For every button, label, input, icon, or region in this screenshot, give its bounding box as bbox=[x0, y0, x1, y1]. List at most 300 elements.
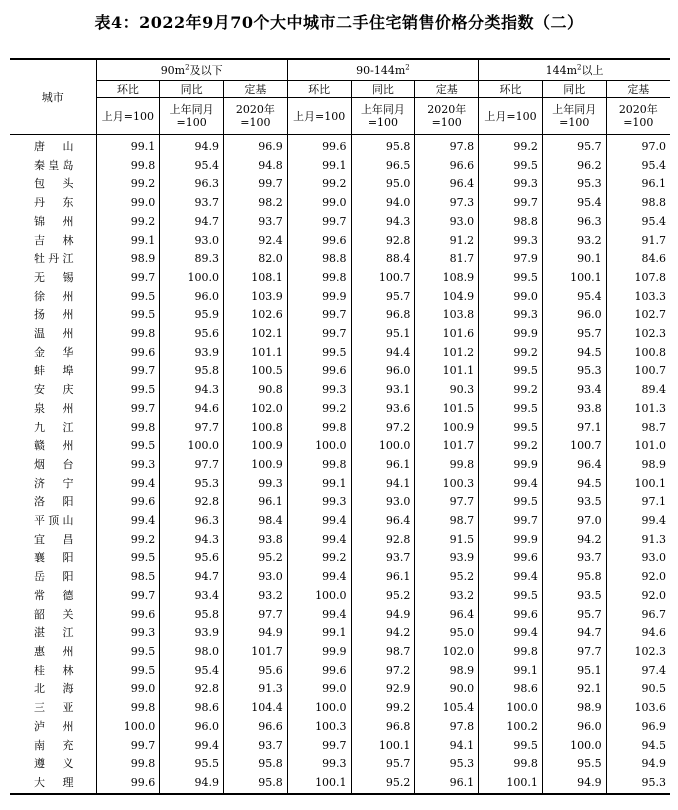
index-value: 99.0 bbox=[96, 194, 160, 213]
index-value: 99.0 bbox=[287, 194, 351, 213]
table-row bbox=[10, 325, 670, 344]
index-value: 91.3 bbox=[606, 531, 670, 550]
index-value: 108.9 bbox=[415, 269, 479, 288]
index-value: 99.5 bbox=[96, 662, 160, 681]
index-value: 100.0 bbox=[287, 587, 351, 606]
index-value: 101.3 bbox=[606, 400, 670, 419]
index-value: 99.4 bbox=[160, 737, 224, 756]
index-value: 97.3 bbox=[415, 194, 479, 213]
index-value: 96.0 bbox=[160, 718, 224, 737]
index-value: 94.1 bbox=[415, 737, 479, 756]
index-value: 101.2 bbox=[415, 344, 479, 363]
index-value: 99.7 bbox=[96, 737, 160, 756]
index-value: 100.3 bbox=[415, 475, 479, 494]
index-value: 96.0 bbox=[351, 362, 415, 381]
index-value: 94.4 bbox=[351, 344, 415, 363]
table-row bbox=[10, 213, 670, 232]
index-value: 99.4 bbox=[96, 475, 160, 494]
index-value: 99.2 bbox=[479, 135, 543, 157]
index-value: 95.3 bbox=[415, 755, 479, 774]
table-row bbox=[10, 624, 670, 643]
table-row bbox=[10, 549, 670, 568]
index-value: 95.8 bbox=[351, 135, 415, 157]
index-value: 98.6 bbox=[479, 680, 543, 699]
table-row bbox=[10, 475, 670, 494]
index-value: 99.5 bbox=[479, 493, 543, 512]
index-value: 99.7 bbox=[479, 194, 543, 213]
index-value: 94.0 bbox=[351, 194, 415, 213]
index-value: 98.8 bbox=[606, 194, 670, 213]
index-value: 99.5 bbox=[287, 344, 351, 363]
index-value: 101.1 bbox=[224, 344, 288, 363]
table-row bbox=[10, 512, 670, 531]
index-value: 93.0 bbox=[415, 213, 479, 232]
index-value: 91.5 bbox=[415, 531, 479, 550]
city-column-header: 城市 bbox=[10, 59, 96, 135]
index-value: 97.0 bbox=[542, 512, 606, 531]
index-value: 97.8 bbox=[415, 135, 479, 157]
index-value: 100.3 bbox=[287, 718, 351, 737]
index-value: 97.9 bbox=[479, 250, 543, 269]
index-value: 89.4 bbox=[606, 381, 670, 400]
index-value: 98.2 bbox=[224, 194, 288, 213]
index-value: 100.0 bbox=[479, 699, 543, 718]
index-value: 95.7 bbox=[542, 606, 606, 625]
index-value: 95.8 bbox=[160, 362, 224, 381]
index-value: 99.3 bbox=[479, 306, 543, 325]
index-value: 94.9 bbox=[160, 774, 224, 794]
index-value: 94.9 bbox=[224, 624, 288, 643]
index-value: 99.6 bbox=[96, 493, 160, 512]
city-name: 岳阳 bbox=[34, 570, 74, 584]
table-row bbox=[10, 662, 670, 681]
base-cell: 上月=100 bbox=[479, 98, 543, 135]
index-value: 96.0 bbox=[542, 718, 606, 737]
index-value: 96.1 bbox=[606, 175, 670, 194]
index-value: 95.4 bbox=[542, 194, 606, 213]
index-value: 99.8 bbox=[96, 755, 160, 774]
index-value: 90.0 bbox=[415, 680, 479, 699]
index-value: 96.9 bbox=[224, 135, 288, 157]
index-value: 97.8 bbox=[415, 718, 479, 737]
index-value: 99.6 bbox=[287, 232, 351, 251]
index-value: 97.7 bbox=[160, 456, 224, 475]
index-value: 99.0 bbox=[96, 680, 160, 699]
index-value: 91.2 bbox=[415, 232, 479, 251]
index-value: 100.0 bbox=[287, 437, 351, 456]
index-value: 95.2 bbox=[224, 549, 288, 568]
index-value: 100.9 bbox=[224, 456, 288, 475]
index-value: 99.8 bbox=[479, 755, 543, 774]
table-row bbox=[10, 437, 670, 456]
index-value: 99.2 bbox=[287, 175, 351, 194]
index-value: 95.3 bbox=[542, 175, 606, 194]
index-value: 95.2 bbox=[351, 774, 415, 794]
index-value: 100.7 bbox=[606, 362, 670, 381]
index-value: 93.7 bbox=[224, 213, 288, 232]
index-value: 99.6 bbox=[287, 135, 351, 157]
index-value: 99.7 bbox=[287, 213, 351, 232]
index-value: 99.5 bbox=[479, 269, 543, 288]
index-value: 100.7 bbox=[542, 437, 606, 456]
index-value: 100.0 bbox=[160, 437, 224, 456]
index-value: 99.3 bbox=[479, 232, 543, 251]
index-value: 94.5 bbox=[606, 737, 670, 756]
index-value: 99.5 bbox=[479, 157, 543, 176]
index-value: 99.1 bbox=[96, 135, 160, 157]
index-value: 103.3 bbox=[606, 288, 670, 307]
index-value: 96.8 bbox=[351, 718, 415, 737]
index-value: 98.6 bbox=[160, 699, 224, 718]
index-value: 100.2 bbox=[479, 718, 543, 737]
index-value: 94.3 bbox=[351, 213, 415, 232]
index-value: 99.4 bbox=[287, 531, 351, 550]
index-value: 96.1 bbox=[224, 493, 288, 512]
index-value: 95.8 bbox=[224, 755, 288, 774]
city-name: 韶关 bbox=[34, 607, 74, 621]
index-value: 100.8 bbox=[224, 419, 288, 438]
city-name: 温州 bbox=[34, 327, 74, 341]
index-value: 93.2 bbox=[224, 587, 288, 606]
index-value: 99.5 bbox=[479, 362, 543, 381]
index-value: 91.3 bbox=[224, 680, 288, 699]
index-value: 96.4 bbox=[415, 606, 479, 625]
index-value: 104.4 bbox=[224, 699, 288, 718]
index-value: 97.7 bbox=[415, 493, 479, 512]
table-row bbox=[10, 531, 670, 550]
index-value: 97.1 bbox=[542, 419, 606, 438]
index-value: 95.2 bbox=[351, 587, 415, 606]
index-value: 93.7 bbox=[224, 737, 288, 756]
index-value: 99.5 bbox=[96, 381, 160, 400]
index-value: 101.6 bbox=[415, 325, 479, 344]
index-value: 91.7 bbox=[606, 232, 670, 251]
index-value: 92.8 bbox=[160, 493, 224, 512]
index-value: 99.4 bbox=[287, 606, 351, 625]
index-value: 98.7 bbox=[415, 512, 479, 531]
index-value: 96.3 bbox=[160, 512, 224, 531]
index-value: 94.6 bbox=[160, 400, 224, 419]
index-value: 92.4 bbox=[224, 232, 288, 251]
index-value: 99.2 bbox=[96, 175, 160, 194]
index-value: 99.8 bbox=[96, 419, 160, 438]
index-value: 102.3 bbox=[606, 325, 670, 344]
index-value: 103.6 bbox=[606, 699, 670, 718]
city-name: 湛江 bbox=[34, 626, 74, 640]
index-value: 93.2 bbox=[542, 232, 606, 251]
table-row bbox=[10, 157, 670, 176]
index-value: 99.3 bbox=[224, 475, 288, 494]
index-value: 95.0 bbox=[351, 175, 415, 194]
index-value: 100.1 bbox=[351, 737, 415, 756]
index-value: 99.6 bbox=[479, 549, 543, 568]
subheader-cell: 环比 bbox=[287, 81, 351, 98]
city-name: 平顶山 bbox=[34, 514, 74, 528]
index-value: 107.8 bbox=[606, 269, 670, 288]
index-value: 98.9 bbox=[96, 250, 160, 269]
city-name: 三亚 bbox=[34, 701, 74, 715]
index-value: 81.7 bbox=[415, 250, 479, 269]
index-value: 101.5 bbox=[415, 400, 479, 419]
index-value: 88.4 bbox=[351, 250, 415, 269]
subheader-cell: 同比 bbox=[351, 81, 415, 98]
index-value: 98.0 bbox=[160, 643, 224, 662]
city-name: 惠州 bbox=[34, 644, 74, 658]
index-value: 99.1 bbox=[479, 662, 543, 681]
table-row bbox=[10, 362, 670, 381]
index-value: 95.1 bbox=[351, 325, 415, 344]
table-row bbox=[10, 606, 670, 625]
index-value: 99.8 bbox=[96, 157, 160, 176]
city-name: 洛阳 bbox=[34, 495, 74, 509]
index-value: 92.8 bbox=[351, 531, 415, 550]
index-value: 95.8 bbox=[160, 606, 224, 625]
index-value: 99.8 bbox=[287, 269, 351, 288]
subheader-cell: 定基 bbox=[606, 81, 670, 98]
city-name: 吉林 bbox=[34, 233, 74, 247]
city-name: 徐州 bbox=[34, 289, 74, 303]
index-value: 102.3 bbox=[606, 643, 670, 662]
index-value: 97.2 bbox=[351, 419, 415, 438]
index-value: 95.1 bbox=[542, 662, 606, 681]
index-value: 93.9 bbox=[415, 549, 479, 568]
index-value: 92.1 bbox=[542, 680, 606, 699]
subheader-cell: 同比 bbox=[542, 81, 606, 98]
city-name: 泉州 bbox=[34, 401, 74, 415]
index-value: 95.3 bbox=[160, 475, 224, 494]
index-value: 90.5 bbox=[606, 680, 670, 699]
index-value: 95.4 bbox=[606, 157, 670, 176]
index-value: 90.1 bbox=[542, 250, 606, 269]
index-value: 104.9 bbox=[415, 288, 479, 307]
index-value: 99.8 bbox=[287, 456, 351, 475]
city-name: 唐山 bbox=[34, 140, 74, 153]
index-value: 99.7 bbox=[287, 306, 351, 325]
city-name: 包头 bbox=[34, 177, 74, 191]
city-name: 金华 bbox=[34, 345, 74, 359]
index-value: 99.2 bbox=[96, 213, 160, 232]
table-row bbox=[10, 194, 670, 213]
index-value: 99.6 bbox=[479, 606, 543, 625]
index-value: 94.8 bbox=[224, 157, 288, 176]
index-value: 93.0 bbox=[160, 232, 224, 251]
index-value: 101.1 bbox=[415, 362, 479, 381]
index-value: 100.0 bbox=[287, 699, 351, 718]
index-value: 102.1 bbox=[224, 325, 288, 344]
index-value: 94.1 bbox=[351, 475, 415, 494]
index-value: 95.4 bbox=[542, 288, 606, 307]
subheader-cell: 环比 bbox=[479, 81, 543, 98]
table-body bbox=[10, 135, 670, 794]
index-value: 102.7 bbox=[606, 306, 670, 325]
index-value: 95.8 bbox=[224, 774, 288, 794]
index-value: 99.7 bbox=[224, 175, 288, 194]
index-value: 92.0 bbox=[606, 587, 670, 606]
city-name: 北海 bbox=[34, 682, 74, 696]
index-value: 95.4 bbox=[606, 213, 670, 232]
index-value: 99.7 bbox=[287, 737, 351, 756]
index-value: 96.8 bbox=[351, 306, 415, 325]
table-row bbox=[10, 774, 670, 794]
index-value: 93.1 bbox=[351, 381, 415, 400]
index-value: 96.4 bbox=[351, 512, 415, 531]
index-value: 90.3 bbox=[415, 381, 479, 400]
index-value: 94.9 bbox=[351, 606, 415, 625]
index-value: 96.2 bbox=[542, 157, 606, 176]
base-row bbox=[10, 98, 670, 135]
index-value: 99.5 bbox=[479, 419, 543, 438]
index-value: 101.7 bbox=[415, 437, 479, 456]
group-header-large: $144m^2$以上 bbox=[479, 59, 670, 81]
index-value: 96.5 bbox=[351, 157, 415, 176]
table-row bbox=[10, 587, 670, 606]
index-value: 90.8 bbox=[224, 381, 288, 400]
subheader-row bbox=[10, 81, 670, 98]
table-header bbox=[10, 59, 670, 135]
index-value: 93.8 bbox=[542, 400, 606, 419]
index-value: 99.4 bbox=[287, 568, 351, 587]
index-value: 98.9 bbox=[606, 456, 670, 475]
index-value: 99.4 bbox=[479, 475, 543, 494]
city-name: 遵义 bbox=[34, 757, 74, 771]
index-value: 94.9 bbox=[542, 774, 606, 794]
index-value: 92.8 bbox=[351, 232, 415, 251]
city-name: 蚌埠 bbox=[34, 364, 74, 378]
index-value: 97.7 bbox=[224, 606, 288, 625]
city-name: 锦州 bbox=[34, 214, 74, 228]
index-value: 95.3 bbox=[606, 774, 670, 794]
index-value: 99.5 bbox=[96, 549, 160, 568]
index-value: 100.0 bbox=[351, 437, 415, 456]
index-value: 93.8 bbox=[224, 531, 288, 550]
group-header-medium: $90-144m^2$ bbox=[287, 59, 478, 81]
index-value: 95.5 bbox=[542, 755, 606, 774]
index-value: 100.5 bbox=[224, 362, 288, 381]
city-name: 安庆 bbox=[34, 383, 74, 397]
index-value: 99.0 bbox=[287, 680, 351, 699]
index-value: 99.6 bbox=[96, 344, 160, 363]
index-value: 102.0 bbox=[224, 400, 288, 419]
index-value: 99.3 bbox=[96, 624, 160, 643]
index-value: 96.0 bbox=[160, 288, 224, 307]
base-cell: 上年同月=100 bbox=[351, 98, 415, 135]
table-row bbox=[10, 306, 670, 325]
index-value: 93.9 bbox=[160, 344, 224, 363]
index-value: 100.1 bbox=[287, 774, 351, 794]
table-row bbox=[10, 135, 670, 157]
index-value: 96.3 bbox=[160, 175, 224, 194]
index-value: 99.3 bbox=[479, 175, 543, 194]
table-row bbox=[10, 755, 670, 774]
index-value: 93.0 bbox=[224, 568, 288, 587]
city-name: 牡丹江 bbox=[34, 252, 74, 266]
table-title: 表4：2022年9月70个大中城市二手住宅销售价格分类指数（二） bbox=[94, 13, 584, 32]
index-value: 99.4 bbox=[479, 568, 543, 587]
index-value: 99.4 bbox=[287, 512, 351, 531]
index-value: 103.8 bbox=[415, 306, 479, 325]
city-name: 泸州 bbox=[34, 719, 74, 733]
index-value: 93.0 bbox=[351, 493, 415, 512]
index-value: 95.6 bbox=[224, 662, 288, 681]
index-value: 99.2 bbox=[479, 381, 543, 400]
index-value: 99.9 bbox=[479, 456, 543, 475]
index-value: 99.5 bbox=[96, 306, 160, 325]
index-value: 100.0 bbox=[160, 269, 224, 288]
index-value: 96.6 bbox=[224, 718, 288, 737]
table-row bbox=[10, 699, 670, 718]
index-value: 93.7 bbox=[160, 194, 224, 213]
index-value: 95.6 bbox=[160, 325, 224, 344]
index-value: 94.7 bbox=[542, 624, 606, 643]
city-name: 桂林 bbox=[34, 663, 74, 677]
base-cell: 上月=100 bbox=[287, 98, 351, 135]
index-value: 99.7 bbox=[479, 512, 543, 531]
index-value: 103.9 bbox=[224, 288, 288, 307]
city-name: 秦皇岛 bbox=[34, 158, 74, 172]
index-value: 97.1 bbox=[606, 493, 670, 512]
subheader-cell: 同比 bbox=[160, 81, 224, 98]
base-cell: 上年同月=100 bbox=[542, 98, 606, 135]
index-value: 100.0 bbox=[96, 718, 160, 737]
index-value: 95.5 bbox=[160, 755, 224, 774]
index-value: 94.2 bbox=[542, 531, 606, 550]
table-row bbox=[10, 269, 670, 288]
index-value: 99.2 bbox=[96, 531, 160, 550]
index-value: 95.9 bbox=[160, 306, 224, 325]
city-name: 大理 bbox=[10, 774, 96, 794]
index-value: 92.8 bbox=[160, 680, 224, 699]
index-value: 99.9 bbox=[479, 325, 543, 344]
table-row bbox=[10, 737, 670, 756]
index-value: 94.9 bbox=[606, 755, 670, 774]
table-row bbox=[10, 419, 670, 438]
table-row bbox=[10, 718, 670, 737]
index-value: 99.0 bbox=[479, 288, 543, 307]
index-value: 96.3 bbox=[542, 213, 606, 232]
base-cell: 上年同月=100 bbox=[160, 98, 224, 135]
index-value: 96.7 bbox=[606, 606, 670, 625]
index-value: 99.4 bbox=[606, 512, 670, 531]
index-value: 97.7 bbox=[542, 643, 606, 662]
index-value: 97.4 bbox=[606, 662, 670, 681]
index-value: 100.1 bbox=[479, 774, 543, 794]
index-value: 95.7 bbox=[351, 288, 415, 307]
index-value: 99.1 bbox=[96, 232, 160, 251]
index-value: 93.4 bbox=[160, 587, 224, 606]
index-value: 99.5 bbox=[96, 643, 160, 662]
index-value: 99.6 bbox=[287, 362, 351, 381]
index-value: 100.9 bbox=[415, 419, 479, 438]
index-value: 98.8 bbox=[287, 250, 351, 269]
index-value: 84.6 bbox=[606, 250, 670, 269]
index-value: 98.8 bbox=[479, 213, 543, 232]
index-value: 93.4 bbox=[542, 381, 606, 400]
index-value: 100.0 bbox=[542, 737, 606, 756]
table-row bbox=[10, 175, 670, 194]
index-value: 99.1 bbox=[287, 475, 351, 494]
index-value: 95.8 bbox=[542, 568, 606, 587]
index-value: 93.7 bbox=[351, 549, 415, 568]
index-value: 99.5 bbox=[479, 737, 543, 756]
index-value: 102.6 bbox=[224, 306, 288, 325]
index-value: 99.8 bbox=[96, 325, 160, 344]
city-name: 丹东 bbox=[34, 196, 74, 210]
index-value: 99.7 bbox=[287, 325, 351, 344]
index-value: 99.3 bbox=[287, 381, 351, 400]
index-value: 95.0 bbox=[415, 624, 479, 643]
table-row bbox=[10, 381, 670, 400]
city-name: 赣州 bbox=[34, 439, 74, 453]
